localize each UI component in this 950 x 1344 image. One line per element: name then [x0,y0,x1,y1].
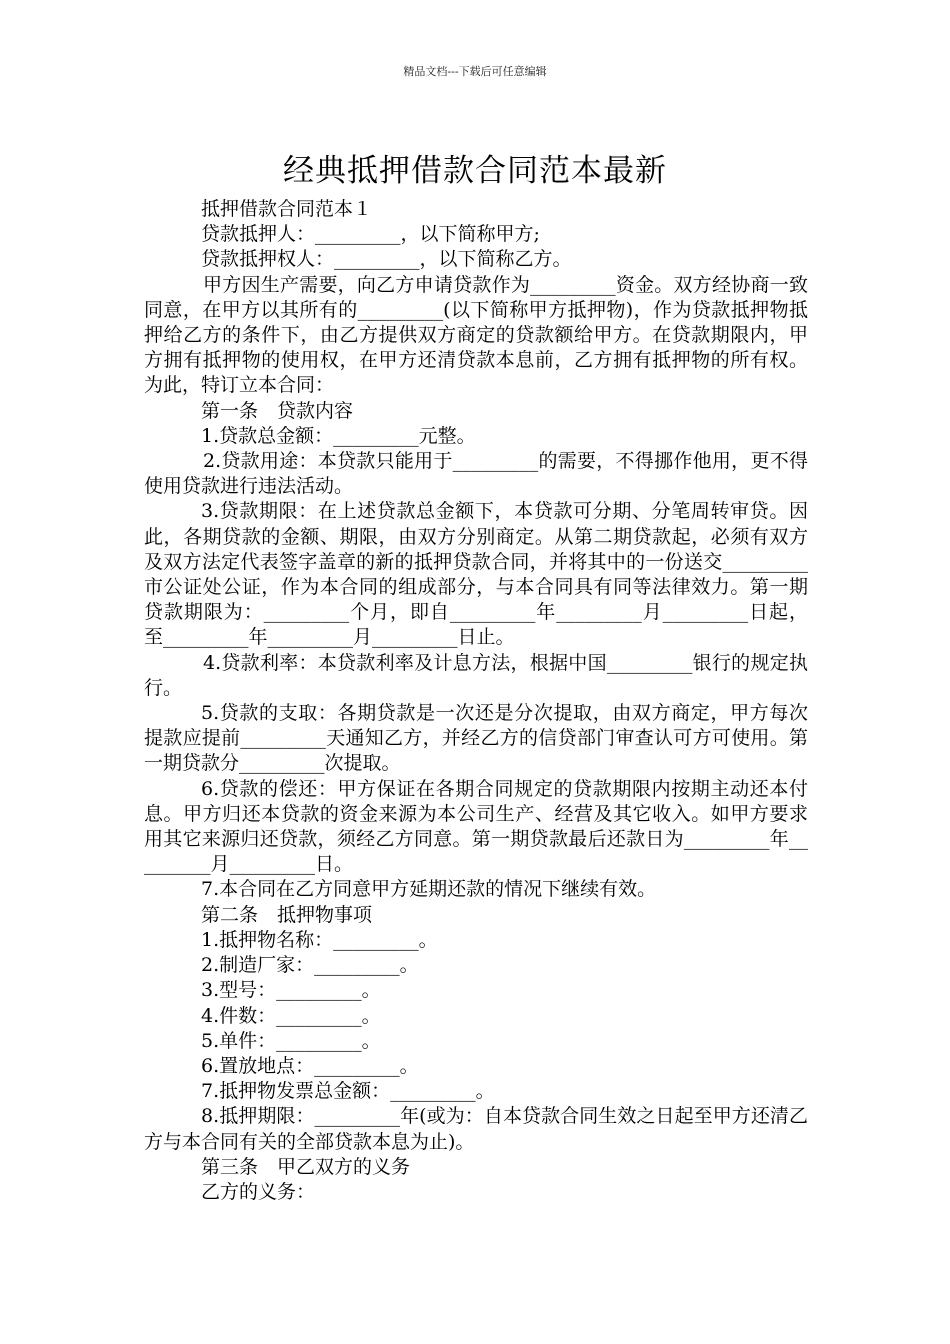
clause-2-2-manufacturer: 2.制造厂家：_________。 [201,954,419,977]
document-body [144,197,808,1205]
clause-1-5-withdrawal: 5.贷款的支取：各期贷款是一次还是分次提取，由双方商定，甲方每次提款应提前_________天通知乙方，并经乙方的信贷部门审查认可方可使用。第一期贷款分_________次提取。 [144,702,808,775]
paragraph-preamble: 甲方因生产需要，向乙方申请贷款作为_________资金。双方经协商一致同意，在甲方以其所有的_________(以下简称甲方抵押物)，作为贷款抵押物抵押给乙方的条件下，由乙方提供双方商定的贷款额给甲方。在贷款期限内，甲方拥有抵押物的使用权，在甲方还清贷款本息前，乙方拥有抵押物的所有权。为此，特订立本合同： [144,273,808,397]
clause-1-2-purpose: 2.贷款用途：本贷款只能用于_________的需要，不得挪作他用，更不得使用贷款进行违法活动。 [144,450,808,498]
clause-1-3-term: 3.贷款期限：在上述贷款总金额下，本贷款可分期、分笔周转审贷。因此，各期贷款的金额、期限，由双方分别商定。从第二期贷款起，必须有双方及双方法定代表签字盖章的新的抵押贷款合同，并将其中的一份送交_________市公证处公证，作为本合同的组成部分，与本合同具有同等法律效力。第一期贷款期限为：_________个月，即自_________年_________月_________日起，至_________年_________月_________日止。 [144,500,808,649]
section-heading-article-3: 第三条 甲乙双方的义务 [201,1155,411,1178]
header-note: 精品文档---下载后可任意编辑 [403,65,547,78]
clause-2-8-mortgage-term: 8.抵押期限：_________年(或为：自本贷款合同生效之日起至甲方还清乙方与本合同有关的全部贷款本息为止)。 [144,1105,808,1153]
section-heading-article-2: 第二条 抵押物事项 [201,903,373,926]
clause-2-7-invoice-amount: 7.抵押物发票总金额：_________。 [201,1080,495,1103]
clause-1-1-total-amount: 1.贷款总金额：_________元整。 [201,424,476,447]
paragraph-mortgagee: 贷款抵押权人：_________，以下简称乙方。 [201,248,572,271]
document-title: 经典抵押借款合同范本最新 [283,152,667,189]
paragraph-contract-heading: 抵押借款合同范本１ [201,198,373,220]
clause-1-4-interest-rate: 4.贷款利率：本贷款利率及计息方法，根据中国_________银行的规定执行。 [144,651,808,699]
clause-2-3-model: 3.型号：_________。 [201,979,381,1002]
clause-2-5-unit: 5.单件：_________。 [201,1029,381,1052]
paragraph-party-b-obligations: 乙方的义务： [201,1180,316,1203]
section-heading-article-1: 第一条 贷款内容 [201,399,354,422]
paragraph-mortgagor: 贷款抵押人：_________，以下简称甲方; [201,223,540,246]
clause-2-4-quantity: 4.件数：_________。 [201,1004,381,1027]
clause-2-6-location: 6.置放地点：_________。 [201,1054,419,1077]
clause-1-6-repayment: 6.贷款的偿还：甲方保证在各期合同规定的贷款期限内按期主动还本付息。甲方归还本贷款的资金来源为本公司生产、经营及其它收入。如甲方要求用其它来源归还贷款，须经乙方同意。第一期贷款最后还款日为_________年_________月_________日。 [144,777,808,876]
clause-2-1-collateral-name: 1.抵押物名称：_________。 [201,928,438,951]
clause-1-7-extension: 7.本合同在乙方同意甲方延期还款的情况下继续有效。 [201,878,657,901]
